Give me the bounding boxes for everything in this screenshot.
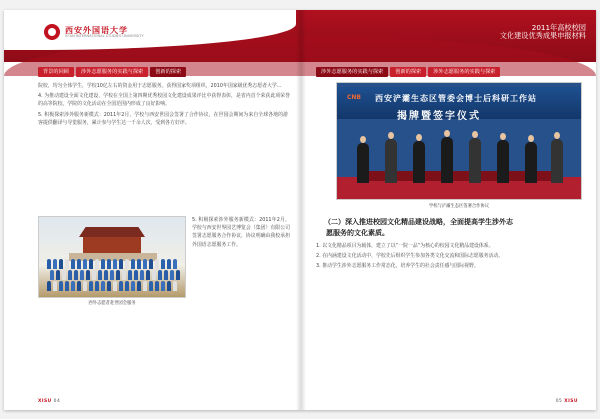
crowd-person (56, 270, 60, 280)
crowd-person (122, 270, 126, 280)
crowd-person (116, 270, 120, 280)
crowd-person (176, 270, 180, 280)
crowd-person (62, 270, 66, 280)
crowd-person (167, 281, 171, 291)
seal-icon (44, 24, 60, 40)
school-name-cn: 西安外国语大学 (65, 24, 128, 35)
crowd-person (137, 259, 141, 269)
crowd-person (146, 270, 150, 280)
crowd-person (173, 259, 177, 269)
ceremony-person (441, 137, 453, 183)
crowd-person (77, 281, 81, 291)
crowd-person (74, 270, 78, 280)
crowd-person (83, 259, 87, 269)
banner-logo: CNB (347, 94, 361, 101)
left-paragraph: 院校，均匀全体学生，学校10亿左右的资金用于志愿服务。获得国家奖项组织，2010年国家级优秀志愿者大学... (38, 83, 282, 89)
ceremony-person (469, 138, 481, 183)
right-paragraph: 2. 在内涵建设文化活动中，学校先后组织学生参加各类文化交流和国际志愿服务活动。 (316, 253, 504, 260)
crowd-person (83, 281, 87, 291)
nav-tabs-right (316, 67, 500, 77)
tab-right-3[interactable]: 涉外志愿服务的实践与探索 (428, 67, 500, 77)
crowd-person (59, 259, 63, 269)
crowd-person (53, 259, 57, 269)
crowd-person (158, 270, 162, 280)
tab-right-2[interactable]: 创新的探索 (390, 67, 426, 77)
crowd-person (95, 259, 99, 269)
crowd-person (119, 259, 123, 269)
crowd-person (113, 281, 117, 291)
side-paragraph: 5. 积极探索涉外服务新模式：2011年2月，学校与西安世界园艺博览会（集团）有限公司签署志愿服务合作协议，协议明确由我校承担外国语志愿服务工作。 (192, 217, 290, 248)
ceremony-person (413, 141, 425, 183)
crowd-person (71, 259, 75, 269)
crowd-person (47, 259, 51, 269)
crowd-person (92, 270, 96, 280)
left-side-column (192, 216, 290, 249)
banner-line1: 西安浐灞生态区管委会博士后科研工作站 (375, 94, 537, 103)
crowd-person (65, 259, 69, 269)
right-paragraph: 3. 推动学生涉外志愿服务工作常态化，培养学生的社会责任感与国际视野。 (316, 263, 479, 270)
signing-ceremony-photo (336, 82, 582, 200)
crowd-person (167, 259, 171, 269)
crowd-person (161, 259, 165, 269)
crowd-person (149, 259, 153, 269)
crowd-person (128, 270, 132, 280)
nav-tabs-left (38, 67, 186, 77)
crowd-person (140, 270, 144, 280)
left-paragraph: 5. 积极探索涉外服务新模式：2011年2月，学校与西安世园会签署了合作协议，在世园会期间为来自全球各地的游客提供翻译与导览服务，累计参与学生达一千余人次，受到各方好评。 (38, 111, 288, 126)
crowd-person (68, 270, 72, 280)
crowd-person (173, 281, 177, 291)
volunteers-photo (38, 216, 186, 298)
crowd-person (152, 270, 156, 280)
banner-line2: 揭牌暨签字仪式 (397, 111, 481, 122)
crowd-person (170, 270, 174, 280)
page-gutter (296, 10, 306, 410)
photo-caption: 西外志愿者赴世园会服务 (88, 301, 136, 306)
crowd-person (161, 281, 165, 291)
crowd-person (134, 270, 138, 280)
crowd-person (98, 270, 102, 280)
right-page (316, 82, 578, 271)
crowd-person (113, 259, 117, 269)
crowd-person (95, 281, 99, 291)
crowd-person (143, 281, 147, 291)
crowd-person (143, 259, 147, 269)
crowd-person (65, 281, 69, 291)
left-page (38, 82, 290, 382)
crowd-person (86, 270, 90, 280)
header-title: 2011年高校校园 文化建设优秀成果申报材料 (499, 23, 586, 41)
crowd-person (125, 281, 129, 291)
crowd-person (125, 259, 129, 269)
crowd-person (77, 259, 81, 269)
crowd-person (110, 270, 114, 280)
crowd-person (155, 259, 159, 269)
crowd-person (89, 281, 93, 291)
crowd-person (107, 259, 111, 269)
crowd-person (101, 281, 105, 291)
university-logo (44, 24, 144, 40)
ceremony-person (357, 143, 369, 183)
crowd-person (47, 281, 51, 291)
ceremony-person (497, 140, 509, 183)
left-photo-block (38, 216, 186, 306)
crowd-person (71, 281, 75, 291)
crowd-person (149, 281, 153, 291)
crowd-person (104, 270, 108, 280)
crowd-person (131, 281, 135, 291)
crowd-person (107, 281, 111, 291)
crowd-person (137, 281, 141, 291)
crowd-person (89, 259, 93, 269)
crowd-person (119, 281, 123, 291)
school-name-en: XI'AN INTERNATIONAL STUDIES UNIVERSITY (65, 33, 144, 38)
brochure-spread (4, 10, 596, 410)
right-paragraph: 1. 以文化精品项目为载体，建立了以“一院一品”为核心的校园文化精品建设体系。 (316, 243, 494, 249)
crowd-person (80, 270, 84, 280)
section-heading: （二）深入推进校园文化精品建设战略，全面提高学生涉外志 愿服务的文化素质。 (324, 218, 513, 237)
tab-right-1[interactable]: 涉外志愿服务的实践与探索 (316, 67, 388, 77)
tab-left-2[interactable]: 涉外志愿服务的实践与探索 (76, 67, 148, 77)
ceremony-person (551, 139, 563, 183)
tab-left-1[interactable]: 背景的回顾 (38, 67, 74, 77)
photo-caption: 学校与浐灞生态区签署合作协议 (428, 204, 490, 209)
crowd-person (59, 281, 63, 291)
page-number-right: 05 XISU (555, 399, 578, 404)
crowd-person (53, 281, 57, 291)
crowd-person (50, 270, 54, 280)
crowd-person (164, 270, 168, 280)
crowd-person (155, 281, 159, 291)
left-paragraph: 4. 为推动建设全面文化建设，学校在全国上第四期优秀校园文化建设成果评比中获得表彰，是省内首个荣获此项荣誉的高等院校。学院的文化活动在全国范围内形成了良好影响。 (38, 93, 290, 108)
tab-left-3[interactable]: 创新的探索 (150, 67, 186, 77)
page-number-left: XISU 04 (38, 399, 61, 404)
ceremony-person (525, 142, 537, 183)
crowd-person (131, 259, 135, 269)
crowd-person (101, 259, 105, 269)
ceremony-person (385, 139, 397, 183)
